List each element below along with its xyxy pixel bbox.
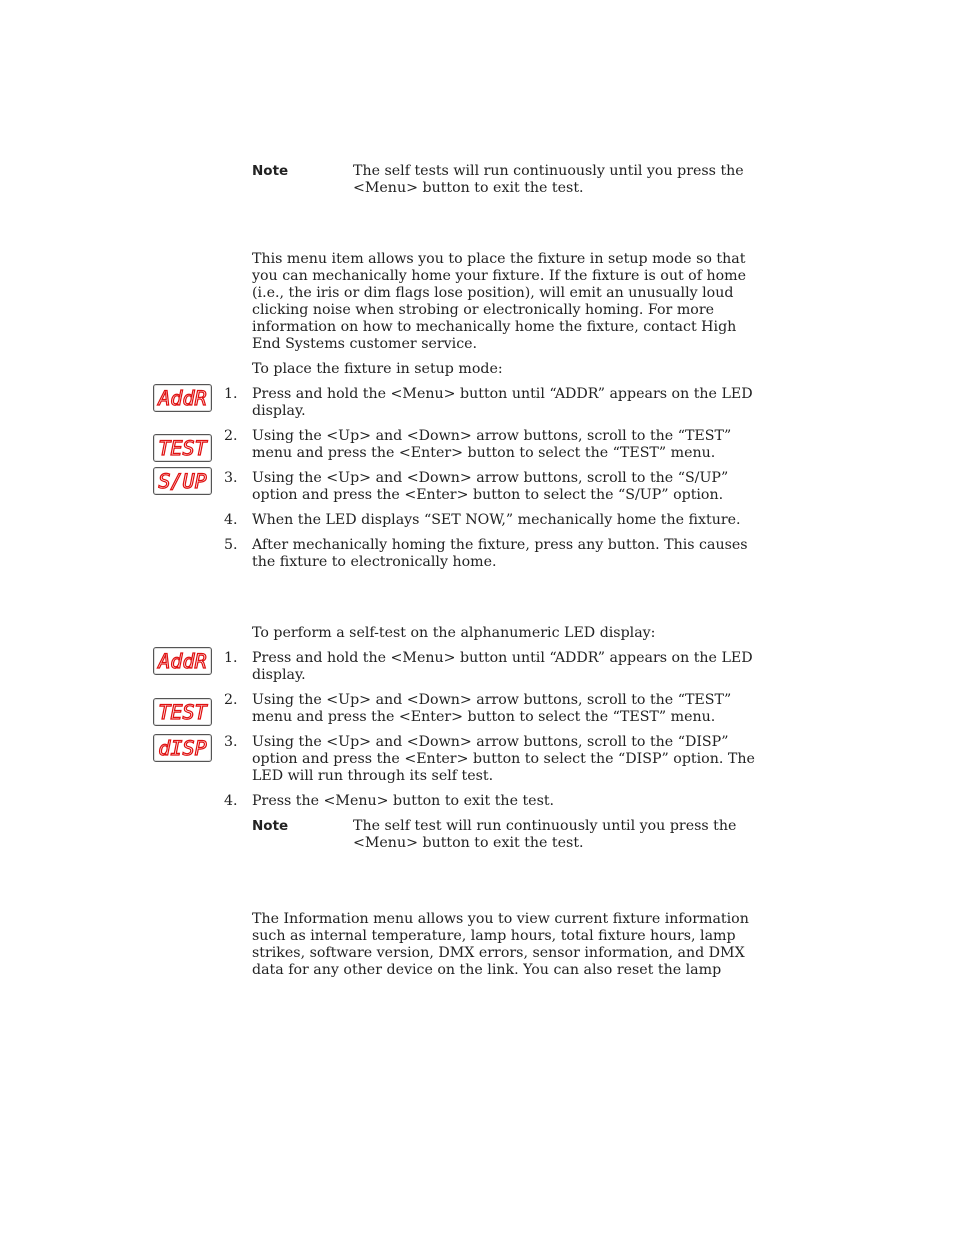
step-number: 3. <box>224 734 238 750</box>
led-readout: AddR <box>156 649 207 673</box>
setup-lead-paragraph: To place the fixture in setup mode: <box>252 361 503 377</box>
led-display-addr-icon <box>153 647 212 675</box>
step-text: Press and hold the <Menu> button until “ADDR” appears on the LED display. <box>252 650 753 683</box>
led-readout: AddR <box>156 386 207 410</box>
led-readout: S/UP <box>158 469 207 493</box>
note-text: The self tests will run continuously until you press the <Menu> button to exit the test. <box>353 163 744 196</box>
step-number: 5. <box>224 537 238 553</box>
step-number: 2. <box>224 692 238 708</box>
step-text: Using the <Up> and <Down> arrow buttons, scroll to the “TEST” menu and press the <Enter> button to select the “TEST” menu. <box>252 428 732 461</box>
step-text: Press the <Menu> button to exit the test. <box>252 793 555 809</box>
led-display-disp-icon <box>153 734 212 762</box>
note-label: Note <box>252 818 289 834</box>
led-display-addr-icon <box>153 384 212 412</box>
step-text: Using the <Up> and <Down> arrow buttons, scroll to the “DISP” option and press the <Enter> button to select the “DISP” option. The LED will run through its self test. <box>252 734 755 784</box>
led-readout: TEST <box>158 700 208 724</box>
step-number: 2. <box>224 428 238 444</box>
step-text: Press and hold the <Menu> button until “ADDR” appears on the LED display. <box>252 386 753 419</box>
note-label: Note <box>252 163 289 179</box>
led-display-setup-icon <box>153 467 212 495</box>
led-display-test-icon <box>153 434 212 462</box>
step-text: When the LED displays “SET NOW,” mechanically home the fixture. <box>252 512 741 528</box>
led-display-test-icon <box>153 698 212 726</box>
step-number: 3. <box>224 470 238 486</box>
step-number: 4. <box>224 512 238 528</box>
led-readout: dISP <box>158 736 207 760</box>
info-intro-paragraph: The Information menu allows you to view current fixture information such as internal temperature, lamp hours, total fixture hours, lamp strikes, software version, DMX errors, sensor information, and DMX data for any other device on the link. You can also reset the lamp <box>252 911 749 978</box>
display-lead-paragraph: To perform a self-test on the alphanumeric LED display: <box>252 625 656 641</box>
step-number: 1. <box>224 650 238 666</box>
setup-intro-paragraph: This menu item allows you to place the fixture in setup mode so that you can mechanically home your fixture. If the fixture is out of home (i.e., the iris or dim flags lose position), will emit an unusually loud clicking noise when strobing or electronically homing. For more information on how to mechanically home the fixture, contact High End Systems customer service. <box>252 251 746 352</box>
step-text: After mechanically homing the fixture, press any button. This causes the fixture to electronically home. <box>252 537 748 570</box>
step-number: 1. <box>224 386 238 402</box>
led-readout: TEST <box>158 436 208 460</box>
step-number: 4. <box>224 793 238 809</box>
step-text: Using the <Up> and <Down> arrow buttons, scroll to the “S/UP” option and press the <Enter> button to select the “S/UP” option. <box>252 470 729 503</box>
note-text: The self test will run continuously until you press the <Menu> button to exit the test. <box>353 818 737 851</box>
step-text: Using the <Up> and <Down> arrow buttons, scroll to the “TEST” menu and press the <Enter> button to select the “TEST” menu. <box>252 692 732 725</box>
